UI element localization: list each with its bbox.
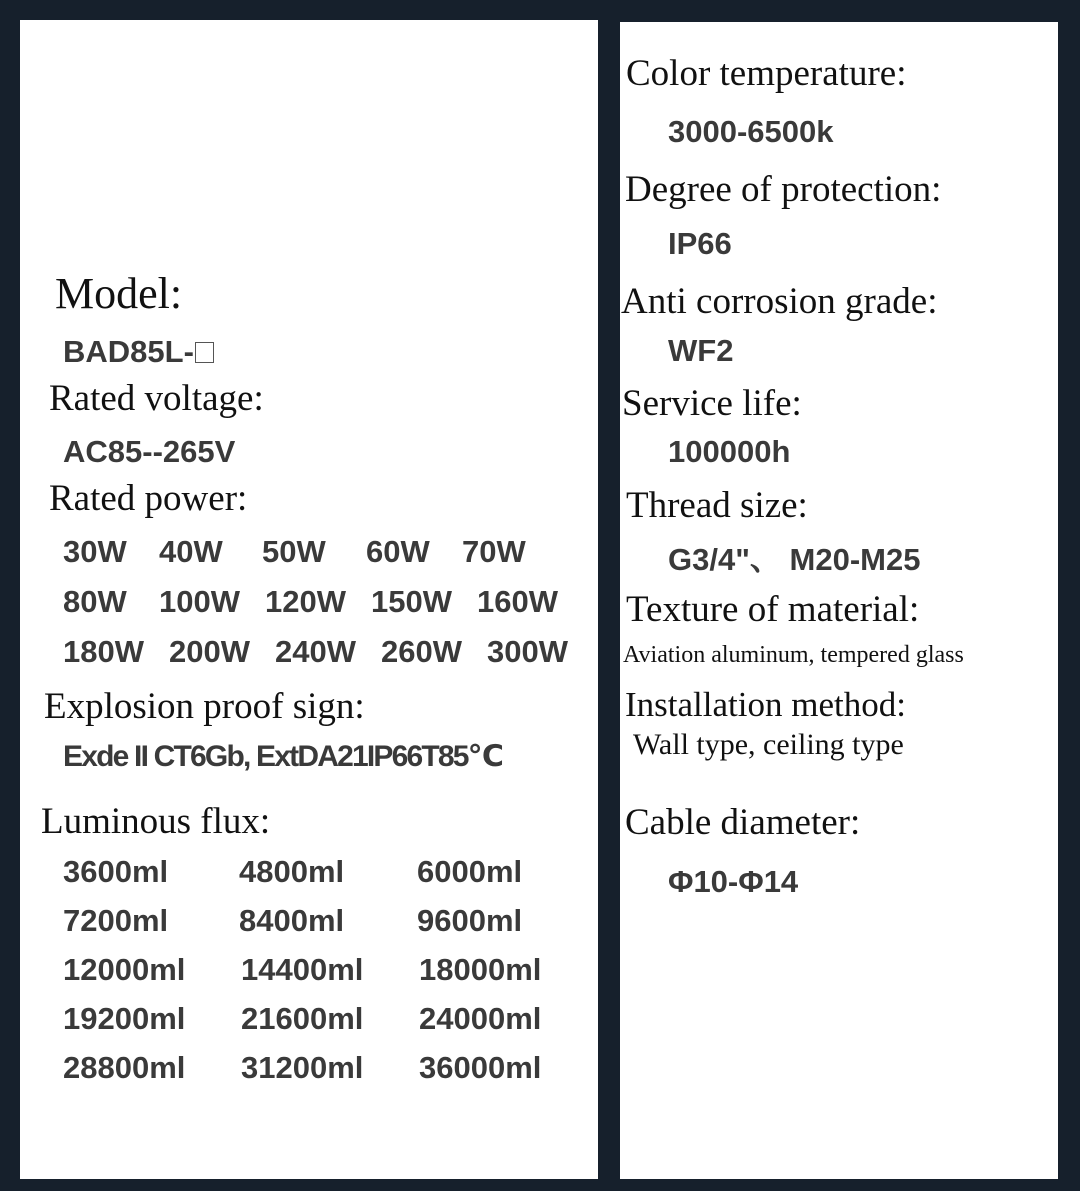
luminous-flux-value: 21600ml xyxy=(241,1001,364,1036)
rated-power-value: 40W xyxy=(159,534,223,569)
rated-power-value: 150W xyxy=(371,584,452,619)
right-spec-panel xyxy=(620,22,1058,1179)
degree-of-protection-value: IP66 xyxy=(668,226,732,261)
anti-corrosion-grade-value: WF2 xyxy=(668,333,734,368)
rated-power-value: 80W xyxy=(63,584,127,619)
texture-of-material-value: Aviation aluminum, tempered glass xyxy=(623,642,964,668)
explosion-proof-value: Exde II CT6Gb, ExtDA21IP66T85℃ xyxy=(63,740,503,773)
rated-power-value: 240W xyxy=(275,634,356,669)
luminous-flux-row-2 xyxy=(63,903,522,939)
luminous-flux-value: 3600ml xyxy=(63,854,169,889)
luminous-flux-value: 4800ml xyxy=(239,854,345,889)
cable-diameter-label: Cable diameter: xyxy=(625,802,861,843)
installation-method-value: Wall type, ceiling type xyxy=(633,728,904,761)
luminous-flux-value: 6000ml xyxy=(417,854,523,889)
installation-method-label: Installation method: xyxy=(625,685,906,724)
luminous-flux-value: 9600ml xyxy=(417,903,523,938)
luminous-flux-value: 12000ml xyxy=(63,952,186,987)
rated-power-value: 200W xyxy=(169,634,250,669)
luminous-flux-value: 36000ml xyxy=(419,1050,542,1085)
service-life-label: Service life: xyxy=(622,383,802,424)
rated-power-row-1 xyxy=(63,534,526,570)
luminous-flux-row-4 xyxy=(63,1001,541,1037)
thread-size-label: Thread size: xyxy=(626,485,808,526)
explosion-proof-label: Explosion proof sign: xyxy=(44,686,365,727)
rated-power-value: 160W xyxy=(477,584,558,619)
service-life-value: 100000h xyxy=(668,434,791,469)
rated-power-row-2 xyxy=(63,584,558,620)
rated-power-value: 30W xyxy=(63,534,127,569)
rated-power-label: Rated power: xyxy=(49,478,248,519)
thread-size-value: G3/4"、 M20-M25 xyxy=(668,542,921,577)
luminous-flux-row-1 xyxy=(63,854,522,890)
rated-power-value: 50W xyxy=(262,534,326,569)
rated-power-value: 60W xyxy=(366,534,430,569)
left-spec-panel xyxy=(20,20,598,1179)
rated-power-value: 180W xyxy=(63,634,144,669)
luminous-flux-row-5 xyxy=(63,1050,541,1086)
color-temperature-label: Color temperature: xyxy=(626,53,907,94)
luminous-flux-row-3 xyxy=(63,952,541,988)
luminous-flux-value: 28800ml xyxy=(63,1050,186,1085)
rated-voltage-value: AC85--265V xyxy=(63,434,236,469)
luminous-flux-label: Luminous flux: xyxy=(41,801,271,842)
luminous-flux-value: 24000ml xyxy=(419,1001,542,1036)
placeholder-square-icon xyxy=(195,342,214,363)
texture-of-material-label: Texture of material: xyxy=(626,589,920,630)
rated-power-value: 260W xyxy=(381,634,462,669)
rated-power-value: 100W xyxy=(159,584,240,619)
cable-diameter-value: Φ10-Φ14 xyxy=(668,864,799,899)
rated-power-value: 70W xyxy=(462,534,526,569)
model-value-text: BAD85L- xyxy=(63,334,194,369)
model-label: Model: xyxy=(55,269,183,318)
color-temperature-value: 3000-6500k xyxy=(668,114,834,149)
rated-power-value: 120W xyxy=(265,584,346,619)
luminous-flux-value: 14400ml xyxy=(241,952,364,987)
anti-corrosion-grade-label: Anti corrosion grade: xyxy=(621,281,938,322)
rated-power-value: 300W xyxy=(487,634,568,669)
model-value xyxy=(63,334,214,370)
luminous-flux-value: 7200ml xyxy=(63,903,169,938)
degree-of-protection-label: Degree of protection: xyxy=(625,169,942,210)
luminous-flux-value: 31200ml xyxy=(241,1050,364,1085)
luminous-flux-value: 18000ml xyxy=(419,952,542,987)
rated-voltage-label: Rated voltage: xyxy=(49,378,264,419)
rated-power-row-3 xyxy=(63,634,568,670)
luminous-flux-value: 19200ml xyxy=(63,1001,186,1036)
luminous-flux-value: 8400ml xyxy=(239,903,345,938)
